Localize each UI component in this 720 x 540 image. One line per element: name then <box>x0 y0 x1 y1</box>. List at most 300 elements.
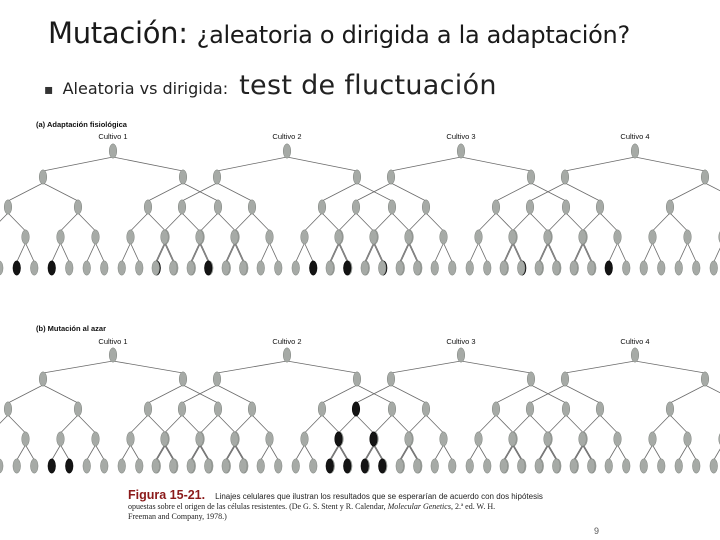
lineage-line <box>191 243 200 262</box>
sensitive-cell <box>0 261 3 275</box>
lineage-line <box>635 361 705 373</box>
lineage-line <box>566 415 584 433</box>
sensitive-cell <box>83 459 91 473</box>
lineage-line <box>513 445 522 460</box>
lineage-line <box>235 445 244 460</box>
sensitive-cell <box>118 261 126 275</box>
sensitive-cell <box>39 170 47 184</box>
lineage-line <box>530 415 548 433</box>
sensitive-cell <box>0 459 3 473</box>
lineage-line <box>375 445 384 460</box>
lineage-line <box>679 445 688 460</box>
lineage-line <box>113 157 183 171</box>
resistant-cell <box>361 459 369 473</box>
lineage-line <box>426 213 444 231</box>
lineage-line <box>182 385 217 403</box>
sensitive-cell <box>622 261 630 275</box>
lineage-line <box>217 157 287 171</box>
lineage-line <box>375 213 393 231</box>
lineage-line <box>157 445 166 460</box>
lineage-line <box>565 157 635 171</box>
lineage-line <box>191 445 200 460</box>
sensitive-cell <box>701 372 709 386</box>
lineage-line <box>148 385 183 403</box>
lineage-line <box>122 445 131 460</box>
sensitive-cell <box>457 348 465 362</box>
lineage-line <box>43 385 78 403</box>
sensitive-cell <box>631 144 639 158</box>
lineage-line <box>479 445 488 460</box>
sensitive-cell <box>309 459 317 473</box>
lineage-line <box>549 415 567 433</box>
lineage-line <box>670 183 705 201</box>
sensitive-cell <box>266 230 274 244</box>
sensitive-cell <box>239 459 247 473</box>
lineage-line <box>296 445 305 460</box>
lineage-line <box>52 445 61 460</box>
sensitive-cell <box>352 200 360 214</box>
sensitive-cell <box>292 261 300 275</box>
panel-label: (b) Mutación al azar <box>36 324 107 333</box>
sensitive-cell <box>187 261 195 275</box>
lineage-line <box>366 243 375 262</box>
resistant-cell <box>326 459 334 473</box>
lineage-line <box>52 243 61 262</box>
sensitive-cell <box>570 459 578 473</box>
culture-label: Cultivo 1 <box>98 132 128 141</box>
lineage-line <box>182 213 200 231</box>
lineage-line <box>391 361 461 373</box>
lineage-line <box>409 415 427 433</box>
lineage-line <box>584 445 593 460</box>
sensitive-cell <box>631 348 639 362</box>
lineage-line <box>200 445 209 460</box>
caption-text-3: , 2.ª ed. W. H. <box>450 502 496 511</box>
sensitive-cell <box>266 432 274 446</box>
lineage-line <box>356 183 391 201</box>
caption-text-italic: Molecular Genetics <box>387 502 451 511</box>
sensitive-cell <box>509 230 517 244</box>
sensitive-cell <box>475 432 483 446</box>
lineage-line <box>653 243 662 262</box>
sensitive-cell <box>552 261 560 275</box>
resistant-cell <box>378 459 386 473</box>
lineage-line <box>688 445 697 460</box>
sensitive-cell <box>500 459 508 473</box>
lineage-line <box>322 213 340 231</box>
sensitive-cell <box>135 459 143 473</box>
lineage-line <box>148 213 166 231</box>
lineage-line <box>530 183 565 201</box>
lineage-line <box>235 415 253 433</box>
sensitive-cell <box>335 230 343 244</box>
lineage-line <box>548 243 557 262</box>
lineage-line <box>644 445 653 460</box>
lineage-line <box>78 415 96 433</box>
lineage-line <box>201 243 210 262</box>
sensitive-cell <box>57 432 65 446</box>
lineage-line <box>653 415 671 433</box>
lineage-line <box>235 243 244 262</box>
lineage-line <box>192 243 201 262</box>
resistant-cell <box>343 459 351 473</box>
lineage-line <box>410 243 419 262</box>
lineage-line <box>61 415 79 433</box>
lineage-line <box>43 157 113 171</box>
bullet-emphasis: test de fluctuación <box>239 70 497 101</box>
lineage-line <box>0 213 8 231</box>
lineage-line <box>566 213 584 231</box>
lineage-line <box>340 243 349 262</box>
sensitive-cell <box>413 459 421 473</box>
sensitive-cell <box>640 459 648 473</box>
sensitive-cell <box>127 230 135 244</box>
lineage-line <box>165 243 174 262</box>
lineage-line <box>374 243 383 262</box>
lineage-line <box>227 243 236 262</box>
lineage-line <box>549 445 558 460</box>
sensitive-cell <box>179 372 187 386</box>
lineage-line <box>409 213 427 231</box>
resistant-cell <box>48 261 56 275</box>
sensitive-cell <box>353 170 361 184</box>
sensitive-cell <box>640 261 648 275</box>
culture-label: Cultivo 2 <box>272 132 302 141</box>
sensitive-cell <box>544 432 552 446</box>
sensitive-cell <box>222 261 230 275</box>
sensitive-cell <box>431 261 439 275</box>
lineage-line <box>182 415 200 433</box>
lineage-line <box>470 445 479 460</box>
lineage-line <box>61 445 70 460</box>
lineage-line <box>217 385 252 403</box>
lineage-line <box>530 385 565 403</box>
lineage-line <box>540 243 549 262</box>
resistant-cell <box>352 402 360 416</box>
sensitive-cell <box>466 459 474 473</box>
sensitive-cell <box>4 402 12 416</box>
sensitive-cell <box>169 459 177 473</box>
lineage-line <box>635 157 705 171</box>
lineage-line <box>166 445 175 460</box>
lineage-line <box>496 385 531 403</box>
sensitive-cell <box>30 459 38 473</box>
lineage-line <box>574 445 583 460</box>
culture-label: Cultivo 1 <box>98 337 128 346</box>
lineage-line <box>705 385 720 403</box>
sensitive-cell <box>587 261 595 275</box>
sensitive-cell <box>527 372 535 386</box>
lineage-line <box>357 183 392 201</box>
sensitive-cell <box>431 459 439 473</box>
sensitive-cell <box>657 459 665 473</box>
lineage-line <box>236 243 245 262</box>
lineage-line <box>148 415 166 433</box>
caption-text-4: Freeman and Company, 1978.) <box>128 512 227 521</box>
lineage-line <box>531 385 566 403</box>
lineage-line <box>374 445 383 460</box>
lineage-line <box>252 213 270 231</box>
sensitive-cell <box>152 261 160 275</box>
lineage-line <box>17 445 26 460</box>
lineage-line <box>461 157 531 171</box>
sensitive-cell <box>666 200 674 214</box>
lineage-line <box>609 243 618 262</box>
sensitive-cell <box>135 261 143 275</box>
lineage-line <box>514 445 523 460</box>
sensitive-cell <box>361 261 369 275</box>
lineage-line <box>400 243 409 262</box>
sensitive-cell <box>231 432 239 446</box>
lineage-line <box>217 183 252 201</box>
lineage-line <box>339 213 357 231</box>
resistant-cell <box>204 261 212 275</box>
sensitive-cell <box>396 459 404 473</box>
sensitive-cell <box>118 459 126 473</box>
page-number: 9 <box>594 526 600 536</box>
lineage-line <box>0 415 8 433</box>
sensitive-cell <box>326 261 334 275</box>
bullet-label: Aleatoria vs dirigida: <box>62 79 229 98</box>
sensitive-cell <box>196 432 204 446</box>
lineage-line <box>78 213 96 231</box>
lineage-line <box>366 445 375 460</box>
sensitive-cell <box>92 230 100 244</box>
lineage-line <box>575 445 584 460</box>
sensitive-cell <box>527 170 535 184</box>
lineage-line <box>391 385 426 403</box>
lineage-line <box>670 213 688 231</box>
lineage-line <box>201 415 219 433</box>
lineage-line <box>679 243 688 262</box>
title-main: Mutación: <box>48 16 188 50</box>
sensitive-cell <box>22 230 30 244</box>
lineage-line <box>688 243 697 262</box>
lineage-line <box>504 445 513 460</box>
lineage-line <box>8 183 43 201</box>
sensitive-cell <box>684 432 692 446</box>
lineage-line <box>96 445 105 460</box>
sensitive-cell <box>448 459 456 473</box>
lineage-line <box>131 243 140 262</box>
lineage-line <box>513 415 531 433</box>
lineage-line <box>8 385 43 403</box>
sensitive-cell <box>684 230 692 244</box>
lineage-line <box>226 445 235 460</box>
culture-label: Cultivo 3 <box>446 337 476 346</box>
lineage-line <box>714 243 720 262</box>
sensitive-cell <box>570 261 578 275</box>
lineage-line <box>339 415 357 433</box>
sensitive-cell <box>535 261 543 275</box>
sensitive-cell <box>239 261 247 275</box>
lineage-line <box>322 415 340 433</box>
lineage-line <box>261 243 270 262</box>
resistant-cell <box>343 261 351 275</box>
lineage-line <box>391 183 426 201</box>
lineage-line <box>505 445 514 460</box>
sensitive-cell <box>614 230 622 244</box>
sensitive-cell <box>526 200 534 214</box>
lineage-line <box>201 213 219 231</box>
sensitive-cell <box>405 432 413 446</box>
lineage-line <box>26 243 35 262</box>
sensitive-cell <box>561 170 569 184</box>
lineage-line <box>157 243 166 262</box>
sensitive-cell <box>692 261 700 275</box>
sensitive-cell <box>248 402 256 416</box>
lineage-line <box>470 243 479 262</box>
sensitive-cell <box>22 432 30 446</box>
sensitive-cell <box>649 432 657 446</box>
sensitive-cell <box>204 459 212 473</box>
sensitive-cell <box>274 459 282 473</box>
sensitive-cell <box>526 402 534 416</box>
culture-label: Cultivo 2 <box>272 337 302 346</box>
sensitive-cell <box>248 200 256 214</box>
lineage-line <box>43 361 113 373</box>
sensitive-cell <box>552 459 560 473</box>
lineage-line <box>96 243 105 262</box>
lineage-line <box>183 385 218 403</box>
lineage-line <box>583 213 601 231</box>
lineage-line <box>583 445 592 460</box>
lineage-line <box>618 243 627 262</box>
lineage-line <box>322 183 357 201</box>
sensitive-cell <box>562 402 570 416</box>
sensitive-cell <box>74 200 82 214</box>
resistant-cell <box>48 459 56 473</box>
title-question: ¿aleatoria o dirigida a la adaptación? <box>196 21 630 49</box>
sensitive-cell <box>500 261 508 275</box>
sensitive-cell <box>457 144 465 158</box>
sensitive-cell <box>710 261 718 275</box>
sensitive-cell <box>109 348 117 362</box>
sensitive-cell <box>701 170 709 184</box>
sensitive-cell <box>301 230 309 244</box>
sensitive-cell <box>274 261 282 275</box>
sensitive-cell <box>152 459 160 473</box>
lineage-line <box>296 243 305 262</box>
sensitive-cell <box>448 261 456 275</box>
lineage-line <box>356 213 374 231</box>
figure-caption <box>128 490 598 522</box>
sensitive-cell <box>213 372 221 386</box>
sensitive-cell <box>388 402 396 416</box>
lineage-line <box>305 445 314 460</box>
sensitive-cell <box>422 402 430 416</box>
culture-label: Cultivo 3 <box>446 132 476 141</box>
lineage-line <box>670 385 705 403</box>
resistant-cell <box>65 459 73 473</box>
lineage-line <box>165 445 174 460</box>
lineage-line <box>61 213 79 231</box>
lineage-line <box>8 213 26 231</box>
lineage-line <box>505 243 514 262</box>
lineage-line <box>496 183 531 201</box>
sensitive-cell <box>675 261 683 275</box>
caption-text-1: Linajes celulares que ilustran los resultados que se esperarían de acuerdo con dos hipótesis <box>215 492 543 501</box>
sensitive-cell <box>492 402 500 416</box>
sensitive-cell <box>622 459 630 473</box>
lineage-line <box>531 183 566 201</box>
lineage-line <box>401 445 410 460</box>
lineage-line <box>391 157 461 171</box>
lineage-line <box>583 415 601 433</box>
lineage-line <box>156 243 165 262</box>
sensitive-cell <box>144 402 152 416</box>
sensitive-cell <box>283 144 291 158</box>
sensitive-cell <box>596 402 604 416</box>
lineage-line <box>261 445 270 460</box>
sensitive-cell <box>353 372 361 386</box>
lineage-line <box>539 243 548 262</box>
sensitive-cell <box>83 261 91 275</box>
lineage-line <box>584 243 593 262</box>
sensitive-cell <box>161 230 169 244</box>
sensitive-cell <box>57 230 65 244</box>
lineage-line <box>356 385 391 403</box>
resistant-cell <box>13 261 21 275</box>
caption-figure-label: Figura 15-21. <box>128 488 206 502</box>
lineage-line <box>183 183 218 201</box>
lineage-line <box>444 243 453 262</box>
sensitive-cell <box>587 459 595 473</box>
sensitive-cell <box>178 200 186 214</box>
sensitive-cell <box>169 261 177 275</box>
caption-text-2: opuestas sobre el origen de las células resistentes. (De G. S. Stent y R. Calendar, <box>128 502 388 511</box>
sensitive-cell <box>127 432 135 446</box>
lineage-line <box>644 243 653 262</box>
lineage-line <box>409 445 418 460</box>
sensitive-cell <box>579 432 587 446</box>
lineage-line <box>479 415 497 433</box>
lineage-line <box>26 445 35 460</box>
lineage-line <box>714 445 720 460</box>
sensitive-cell <box>535 459 543 473</box>
sensitive-cell <box>214 402 222 416</box>
sensitive-cell <box>65 261 73 275</box>
lineage-line <box>236 445 245 460</box>
lineage-line <box>287 361 357 373</box>
lineage-line <box>565 361 635 373</box>
sensitive-cell <box>109 144 117 158</box>
sensitive-cell <box>222 459 230 473</box>
sensitive-cell <box>196 230 204 244</box>
lineage-line <box>401 243 410 262</box>
sensitive-cell <box>13 459 21 473</box>
lineage-line <box>705 183 720 201</box>
sensitive-cell <box>74 402 82 416</box>
lineage-line <box>287 157 357 171</box>
panel-label: (a) Adaptación fisiológica <box>36 120 127 129</box>
lineage-line <box>165 213 183 231</box>
lineage-line <box>375 415 393 433</box>
lineage-line <box>496 213 514 231</box>
lineage-line <box>375 243 384 262</box>
lineage-line <box>513 243 522 262</box>
lineage-line <box>435 243 444 262</box>
lineage-line <box>192 445 201 460</box>
sensitive-cell <box>440 432 448 446</box>
lineage-line <box>182 183 217 201</box>
lineage-line <box>539 445 548 460</box>
sensitive-cell <box>666 402 674 416</box>
sensitive-cell <box>4 200 12 214</box>
lineage-line <box>17 243 26 262</box>
sensitive-cell <box>675 459 683 473</box>
lineage-line <box>540 445 549 460</box>
